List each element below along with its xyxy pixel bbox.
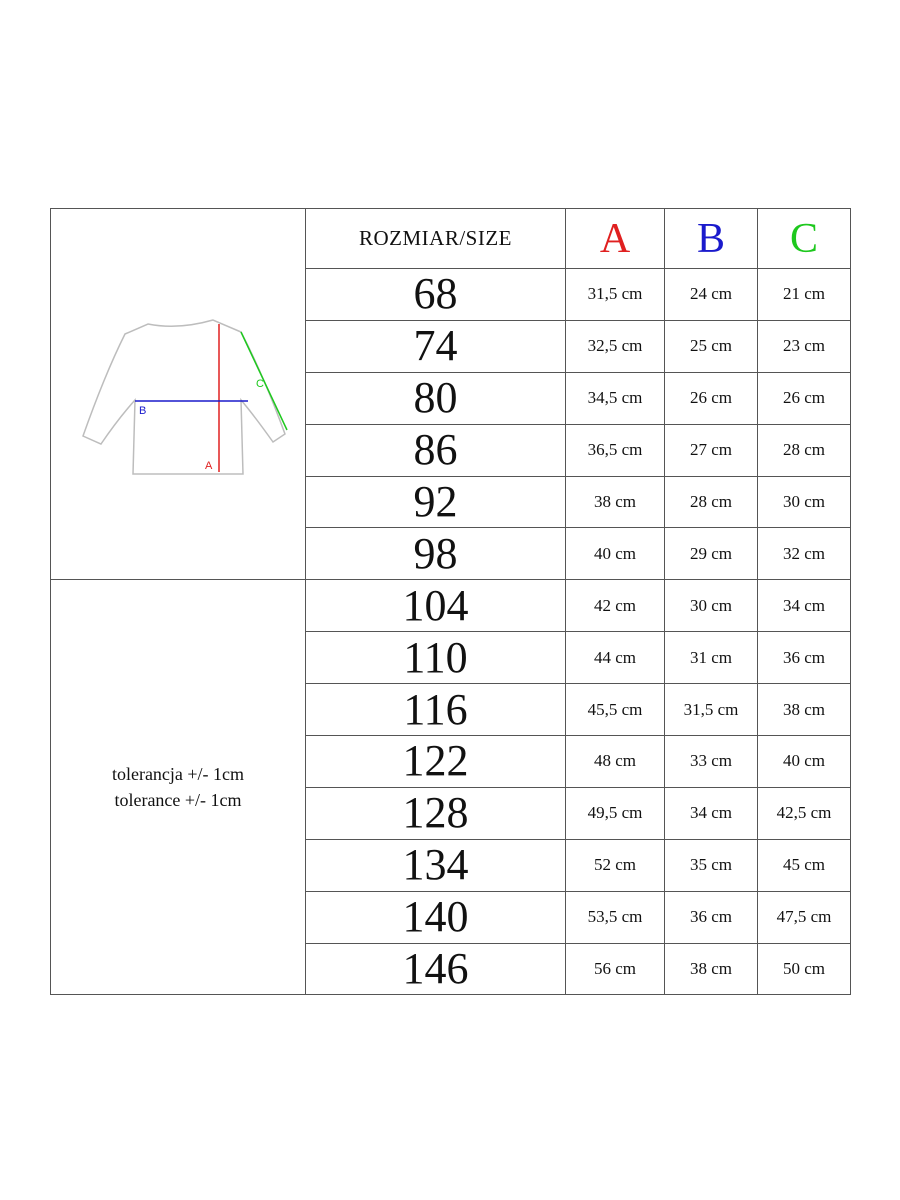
- measure-b-value: 29 cm: [665, 528, 758, 580]
- tolerance-line-pl: tolerancja +/- 1cm: [111, 764, 245, 785]
- measure-a-value: 45,5 cm: [566, 684, 665, 736]
- size-value: 116: [306, 684, 566, 736]
- measure-c-value: 21 cm: [758, 269, 851, 321]
- size-value: 110: [306, 632, 566, 684]
- measure-a-value: 44 cm: [566, 632, 665, 684]
- tolerance-line-en: tolerance +/- 1cm: [114, 790, 242, 811]
- measure-a-value: 49,5 cm: [566, 787, 665, 839]
- measure-c-label: C: [256, 378, 264, 391]
- measure-c-value: 28 cm: [758, 424, 851, 476]
- size-value: 86: [306, 424, 566, 476]
- measure-b-value: 27 cm: [665, 424, 758, 476]
- measure-b-value: 26 cm: [665, 372, 758, 424]
- size-column-header: ROZMIAR/SIZE: [306, 209, 566, 269]
- size-value: 122: [306, 736, 566, 788]
- measure-b-value: 31 cm: [665, 632, 758, 684]
- size-value: 146: [306, 943, 566, 995]
- measure-a-value: 38 cm: [566, 476, 665, 528]
- measure-c-value: 32 cm: [758, 528, 851, 580]
- size-chart-table: [50, 208, 851, 995]
- tolerance-note: [51, 580, 306, 995]
- measure-a-value: 31,5 cm: [566, 269, 665, 321]
- column-b-header: B: [665, 209, 758, 269]
- measure-b-value: 35 cm: [665, 839, 758, 891]
- measure-c-value: 40 cm: [758, 736, 851, 788]
- size-value: 140: [306, 891, 566, 943]
- size-value: 68: [306, 269, 566, 321]
- long-sleeve-shirt-icon: [63, 304, 293, 484]
- measure-a-value: 36,5 cm: [566, 424, 665, 476]
- measure-c-value: 50 cm: [758, 943, 851, 995]
- measure-a-label: A: [205, 460, 213, 473]
- table-row: [51, 580, 851, 632]
- measure-c-value: 45 cm: [758, 839, 851, 891]
- header-row: [51, 209, 851, 269]
- measure-c-value: 34 cm: [758, 580, 851, 632]
- measure-c-value: 36 cm: [758, 632, 851, 684]
- measure-b-value: 34 cm: [665, 787, 758, 839]
- column-a-header: A: [566, 209, 665, 269]
- size-value: 98: [306, 528, 566, 580]
- measure-b-value: 30 cm: [665, 580, 758, 632]
- measure-c-value: 30 cm: [758, 476, 851, 528]
- measure-a-value: 56 cm: [566, 943, 665, 995]
- measure-b-value: 24 cm: [665, 269, 758, 321]
- measure-b-value: 28 cm: [665, 476, 758, 528]
- measure-a-value: 32,5 cm: [566, 320, 665, 372]
- measure-c-value: 47,5 cm: [758, 891, 851, 943]
- measure-b-value: 31,5 cm: [665, 684, 758, 736]
- measure-a-value: 52 cm: [566, 839, 665, 891]
- measure-b-value: 36 cm: [665, 891, 758, 943]
- measure-b-value: 25 cm: [665, 320, 758, 372]
- size-value: 80: [306, 372, 566, 424]
- size-value: 134: [306, 839, 566, 891]
- measure-a-value: 42 cm: [566, 580, 665, 632]
- size-value: 104: [306, 580, 566, 632]
- measure-c-value: 26 cm: [758, 372, 851, 424]
- measure-c-value: 42,5 cm: [758, 787, 851, 839]
- measure-c-line: [241, 332, 287, 430]
- measure-a-value: 53,5 cm: [566, 891, 665, 943]
- measure-b-label: B: [139, 405, 147, 418]
- measure-a-value: 48 cm: [566, 736, 665, 788]
- measure-b-value: 33 cm: [665, 736, 758, 788]
- size-value: 74: [306, 320, 566, 372]
- measure-a-value: 34,5 cm: [566, 372, 665, 424]
- size-chart-body: [51, 209, 851, 995]
- measure-c-value: 23 cm: [758, 320, 851, 372]
- measure-b-value: 38 cm: [665, 943, 758, 995]
- column-c-header: C: [758, 209, 851, 269]
- measure-a-value: 40 cm: [566, 528, 665, 580]
- shirt-diagram-cell: [51, 209, 306, 580]
- size-value: 128: [306, 787, 566, 839]
- measure-c-value: 38 cm: [758, 684, 851, 736]
- size-value: 92: [306, 476, 566, 528]
